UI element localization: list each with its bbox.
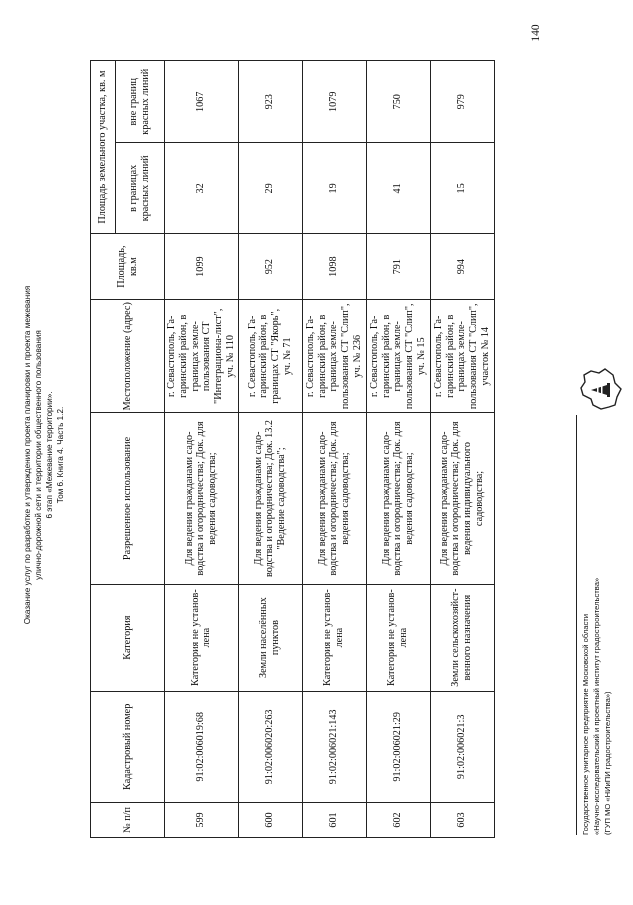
header-land-area-group: Площадь земельного участка, кв. м [91, 61, 116, 234]
cell-outside-red-lines: 923 [238, 61, 302, 144]
header-cadastral: Кадастровый номер [91, 691, 165, 802]
land-plot-table [90, 60, 495, 838]
cell-area: 1098 [302, 234, 366, 300]
cell-cadastral: 91:02:006021:29 [366, 691, 430, 802]
footer-line-3: (ГУП МО «НИиПИ градостроительства») [603, 691, 612, 835]
header-line-4: Том 6. Книга 4. Часть 1.2. [56, 406, 65, 504]
footer-line-2: «Научно-исследовательский и проектный институт градостроительства» [592, 577, 601, 835]
header-inside-red-lines: в границах красных линий [116, 143, 165, 234]
cell-permitted-use: Для ведения гражданами садо-водства и огородничества; Док. для ведения садоводства; [366, 413, 430, 584]
cell-outside-red-lines: 979 [430, 61, 494, 144]
cell-permitted-use: Для ведения гражданами садо-водства и огородничества; Док. 13.2 "Ведение садоводства"; [238, 413, 302, 584]
cell-cadastral: 91:02:006019:68 [165, 691, 239, 802]
cell-address: г. Севастополь, Га-гаринский район, в границах земле-пользования СТ "Слип", участок № 14 [430, 300, 494, 413]
cell-outside-red-lines: 750 [366, 61, 430, 144]
cell-inside-red-lines: 19 [302, 143, 366, 234]
cell-category: Категория не установ-лена [165, 584, 239, 691]
cell-outside-red-lines: 1067 [165, 61, 239, 144]
cell-category: Земли населённых пунктов [238, 584, 302, 691]
cell-permitted-use: Для ведения гражданами садо-водства и огородничества; Док. для ведения садоводства; [165, 413, 239, 584]
cell-inside-red-lines: 15 [430, 143, 494, 234]
cell-permitted-use: Для ведения гражданами садо-водства и огородничества; Док. для ведения индивидуального садоводства; [430, 413, 494, 584]
cell-address: г. Севастополь, Га-гаринский район, в границах земле-пользования СТ "Слип", уч. № 236 [302, 300, 366, 413]
cell-area: 791 [366, 234, 430, 300]
cell-num: 603 [430, 802, 494, 837]
cell-cadastral: 91:02:006020:263 [238, 691, 302, 802]
cell-num: 600 [238, 802, 302, 837]
page-number: 140 [530, 24, 542, 42]
cell-num: 602 [366, 802, 430, 837]
cell-inside-red-lines: 32 [165, 143, 239, 234]
cell-cadastral: 91:02:006021:143 [302, 691, 366, 802]
cell-permitted-use: Для ведения гражданами садо-водства и огородничества; Док. для ведения садоводства; [302, 413, 366, 584]
cell-area: 952 [238, 234, 302, 300]
cell-address: г. Севастополь, Га-гаринский район, в границах СТ "Якорь", уч. № 71 [238, 300, 302, 413]
footer-divider [576, 415, 577, 835]
header-line-3: 6 этап «Межевание территории». [45, 391, 54, 519]
cell-category: Категория не установ-лена [302, 584, 366, 691]
header-line-2: улично-дорожной сети и территории общественного пользования [34, 330, 43, 580]
table-row [430, 61, 494, 838]
cell-cadastral: 91:02:006021:3 [430, 691, 494, 802]
cell-category: Земли сельскохозяйст-венного назначения [430, 584, 494, 691]
header-area: Площадь, кв.м [91, 234, 165, 300]
cell-address: г. Севастополь, Га-гаринский район, в границах земле-пользования СТ "Интеграциона-лист", уч. № 110 [165, 300, 239, 413]
cell-area: 994 [430, 234, 494, 300]
footer-line-1: Государственное унитарное предприятие Московской области [581, 613, 590, 835]
cell-area: 1099 [165, 234, 239, 300]
table-row [302, 61, 366, 838]
table-row [165, 61, 239, 838]
cell-inside-red-lines: 41 [366, 143, 430, 234]
institute-logo-icon [571, 365, 625, 415]
header-line-1: Оказание услуг по разработке и утверждению проекта планировки и проекта межевания [23, 285, 32, 625]
cell-category: Категория не установ-лена [366, 584, 430, 691]
document-footer [580, 375, 613, 835]
cell-outside-red-lines: 1079 [302, 61, 366, 144]
table-row [238, 61, 302, 838]
cell-num: 601 [302, 802, 366, 837]
document-header [22, 195, 66, 715]
table-row [366, 61, 430, 838]
cell-num: 599 [165, 802, 239, 837]
header-address: Местоположение (адрес) [91, 300, 165, 413]
header-category: Категория [91, 584, 165, 691]
cell-inside-red-lines: 29 [238, 143, 302, 234]
header-num: № п/п [91, 802, 165, 837]
header-outside-red-lines: вне границ красных линий [116, 61, 165, 144]
header-permitted-use: Разрешенное использование [91, 413, 165, 584]
cell-address: г. Севастополь, Га-гаринский район, в границах земле-пользования СТ "Слип", уч. № 15 [366, 300, 430, 413]
